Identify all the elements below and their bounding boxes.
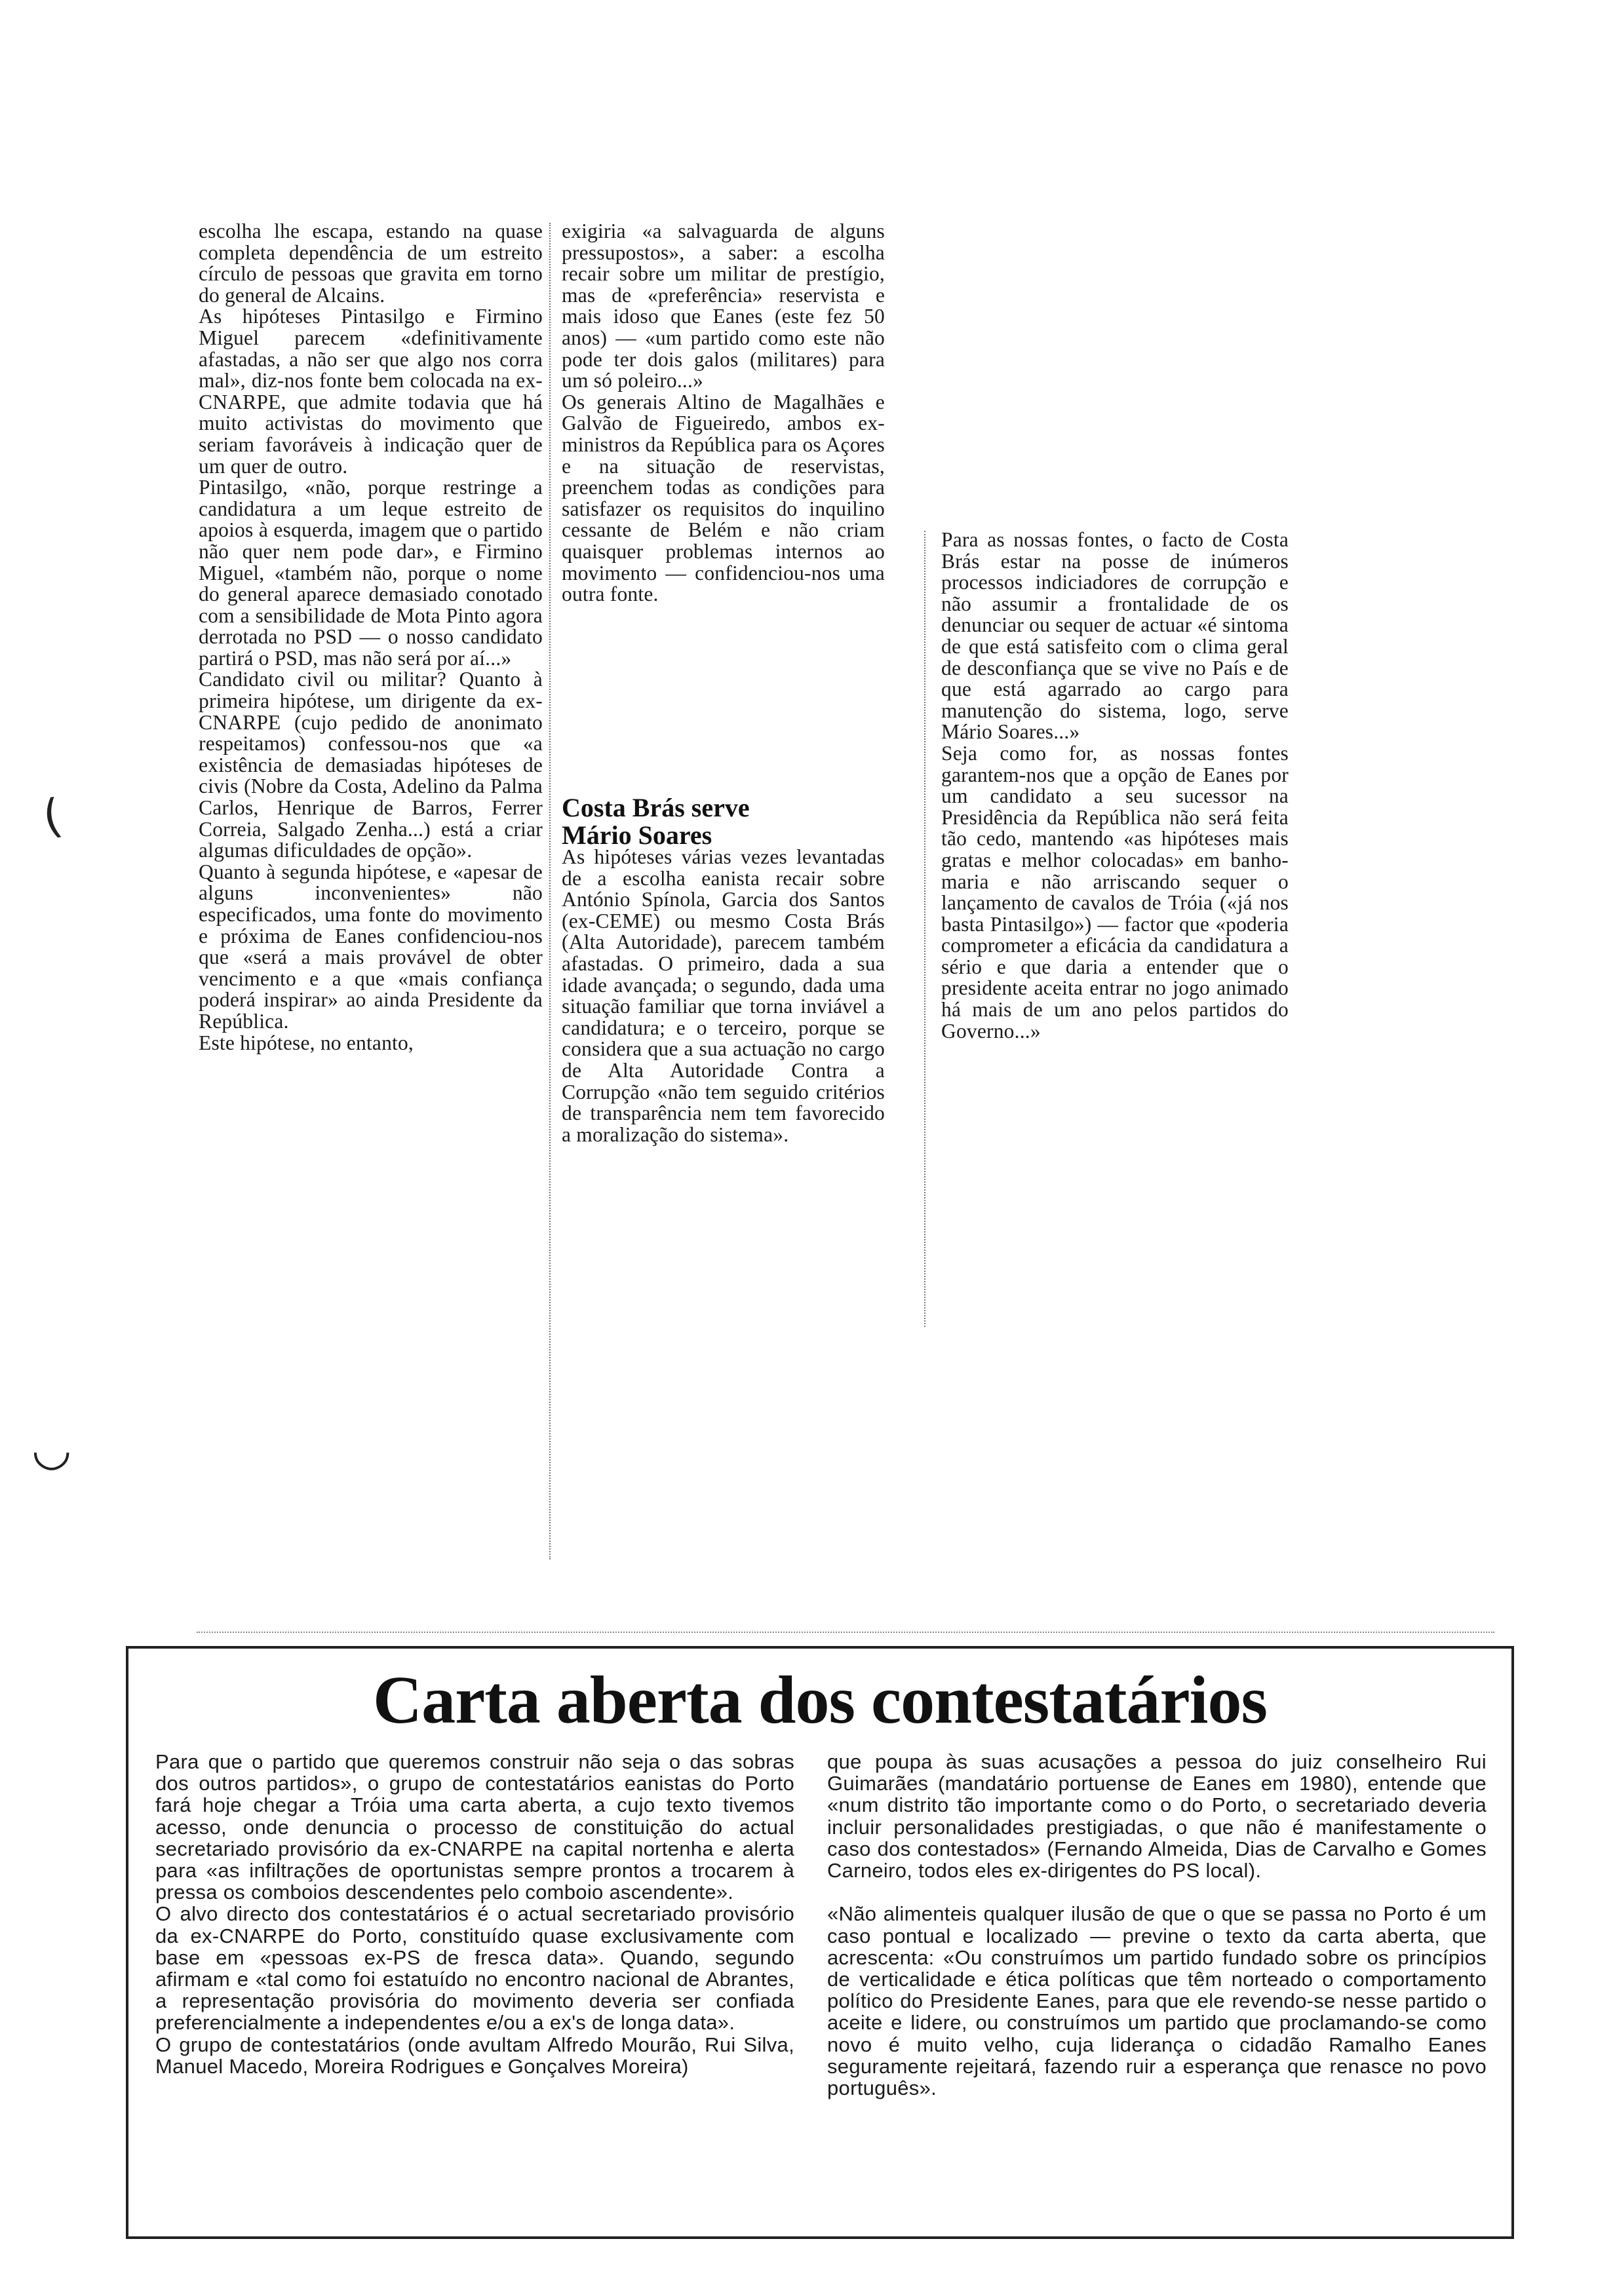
article-column-2-continued: As hipóteses várias vezes levantadas de a escolha eanista recair sobre António Spínola, Garcia dos Santos (ex-CEME) ou mesmo Costa Brás (Alta Autoridade), parecem também afastadas. O primeiro, dada a sua idade avançada; o segundo, dada uma situação familiar que torna inviável a candidatura; e o terceiro, porque se considera que a sua actuação no cargo de Alta Autoridade Contra a Corrupção «não tem seguido critérios de transparência nem tem favorecido a moralização do sistema». <box>562 847 885 1146</box>
open-letter-column-1: Para que o partido que queremos construir não seja o das sobras dos outros partidos», o grupo de contestatários eanistas do Porto fará hoje chegar a Tróia uma carta aberta, a cujo texto tivemos acesso, onde denuncia o processo de constituição do actual secretariado provisório da ex-CNARPE na capital nortenha e alerta para «as infiltrações de oportunistas sempre prontos a trocarem à pressa os comboios descendentes pelo comboio ascendente». O alvo directo dos contestatários é o actual secretariado provisório da ex-CNARPE do Porto, constituído quase exclusivamente com base em «pessoas ex-PS de fresca data». Quando, segundo afirmam e «tal como foi estatuído no encontro nacional de Abrantes, a representação provisória do movimento deveria ser confiada preferencialmente a independentes e/ou a ex's de longa data». O grupo de contestatários (onde avultam Alfredo Mourão, Rui Silva, Manuel Macedo, Moreira Rodrigues e Gonçalves Moreira) <box>155 1751 794 2078</box>
scan-edge-line <box>197 1632 1494 1633</box>
open-letter-headline: Carta aberta dos contestatários <box>372 1662 1268 1738</box>
column-divider <box>924 531 925 1327</box>
hole-punch-mark: ◡ <box>31 1422 72 1476</box>
open-letter-column-2: que poupa às suas acusações a pessoa do juiz conselheiro Rui Guimarães (mandatário portuense de Eanes em 1980), entende que «num distrito tão importante como o do Porto, o secretariado deveria incluir personalidades prestigiadas, o que não é manifestamente o caso dos contestados» (Fernando Almeida, Dias de Carvalho e Gomes Carneiro, todos eles ex-dirigentes do PS local). «Não alimenteis qualquer ilusão de que o que se passa no Porto é um caso pontual e localizado — previne o texto da carta aberta, que acrescenta: «Ou construímos um partido fundado sobre os princípios de verticalidade e ética políticas que têm norteado o comportamento político do Presidente Eanes, para que ele revendo-se nesse partido o aceite e lidere, ou construímos um partido que proclamando-se como novo é muito velho, cuja liderança o cidadão Ramalho Eanes seguramente rejeitará, fazendo ruir a esperança que renasce no povo português». <box>827 1751 1487 2100</box>
subheading: Costa Brás serve Mário Soares <box>562 793 750 850</box>
article-column-1: escolha lhe escapa, estando na quase completa dependência de um estreito círculo de pessoas que gravita em torno do general de Alcains. As hipóteses Pintasilgo e Firmino Miguel parecem «definitivamente afastadas, a não ser que algo nos corra mal», diz-nos fonte bem colocada na ex-CNARPE, que admite todavia que há muito activistas do movimento que seriam favoráveis à indicação quer de um quer de outro. Pintasilgo, «não, porque restringe a candidatura a um leque estreito de apoios à esquerda, imagem que o partido não quer nem pode dar», e Firmino Miguel, «também não, porque o nome do general aparece demasiado conotado com a sensibilidade de Mota Pinto agora derrotada no PSD — o nosso candidato partirá o PSD, mas não será por aí...» Candidato civil ou militar? Quanto à primeira hipótese, um dirigente da ex-CNARPE (cujo pedido de anonimato respeitamos) confessou-nos que «a existência de demasiadas hipóteses de civis (Nobre da Costa, Adelino da Palma Carlos, Henrique de Barros, Ferrer Correia, Salgado Zenha...) está a criar algumas dificuldades de opção». Quanto à segunda hipótese, e «apesar de alguns inconvenientes» não especificados, uma fonte do movimento e próxima de Eanes confidenciou-nos que «será a mais provável de obter vencimento e a que «mais confiança poderá inspirar» ao ainda Presidente da República. Este hipótese, no entanto, <box>199 221 543 1054</box>
article-column-2: exigiria «a salvaguarda de alguns pressupostos», a saber: a escolha recair sobre um militar de prestígio, mas de «preferência» reservista e mais idoso que Eanes (este fez 50 anos) — «um partido como este não pode ter dois galos (militares) para um só poleiro...» Os generais Altino de Magalhães e Galvão de Figueiredo, ambos ex-ministros da República para os Açores e na situação de reservistas, preenchem todas as condições para satisfazer os requisitos do inquilino cessante de Belém e não criam quaisquer problemas internos ao movimento — confidenciou-nos uma outra fonte. <box>562 221 885 606</box>
article-column-3: Para as nossas fontes, o facto de Costa Brás estar na posse de inúmeros processos indiciadores de corrupção e não assumir a frontalidade de os denunciar ou sequer de actuar «é sintoma de que está satisfeito com o clima geral de desconfiança que se vive no País e de que está agarrado ao cargo para manutenção do sistema, logo, serve Mário Soares...» Seja como for, as nossas fontes garantem-nos que a opção de Eanes por um candidato a seu sucessor na Presidência da República não será feita tão cedo, mantendo «as hipóteses mais gratas e melhor colocadas» em banho-maria e não arriscando sequer o lançamento de cavalos de Tróia («já nos basta Pintasilgo») — factor que «poderia comprometer a eficácia da candidatura a sério e que daria a entender que o presidente aceita entrar no jogo animado há mais de um ano pelos partidos do Governo...» <box>941 529 1289 1043</box>
hole-punch-mark: ( <box>39 788 66 845</box>
column-divider <box>549 223 551 1559</box>
